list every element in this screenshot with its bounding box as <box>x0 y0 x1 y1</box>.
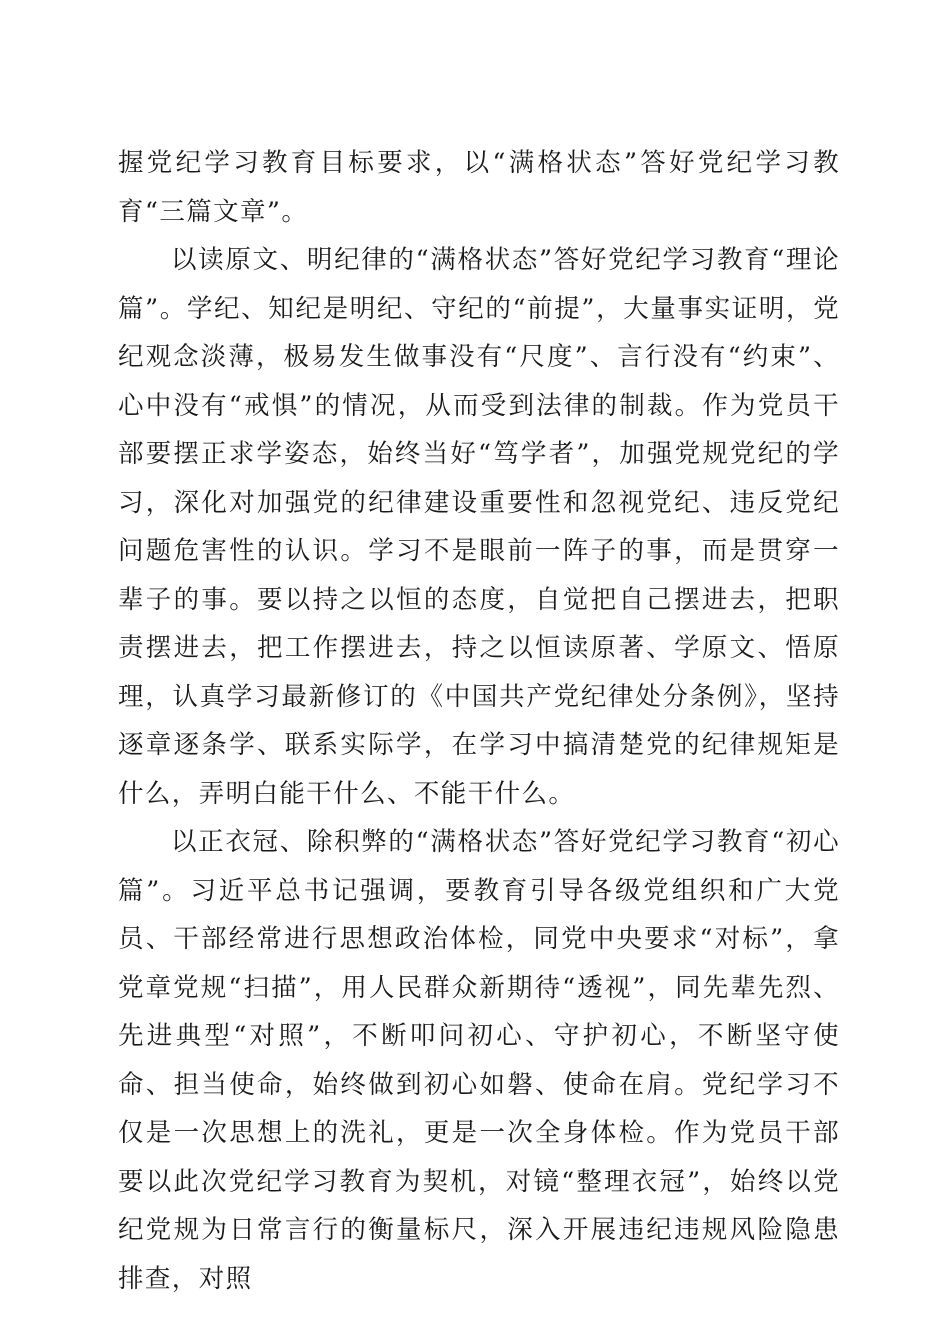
paragraph-continuation: 握党纪学习教育目标要求，以“满格状态”答好党纪学习教育“三篇文章”。 <box>118 148 840 227</box>
paragraph-original-aspiration-section: 以正衣冠、除积弊的“满格状态”答好党纪学习教育“初心篇”。习近平总书记强调，要教育引导各级党组织和广大党员、干部经常进行思想政治体检，同党中央要求“对标”，拿党章党规“扫描”，用人民群众新期待“透视”，同先辈先烈、先进典型“对照”，不断叩问初心、守护初心，不断坚守使命、担当使命，始终做到初心如磐、使命在肩。党纪学习不仅是一次思想上的洗礼，更是一次全身体检。作为党员干部要以此次党纪学习教育为契机，对镜“整理衣冠”，始终以党纪党规为日常言行的衡量标尺，深入开展违纪违规风险隐患排查，对照 <box>118 827 840 1294</box>
paragraph-theory-section: 以读原文、明纪律的“满格状态”答好党纪学习教育“理论篇”。学纪、知纪是明纪、守纪的“前提”，大量事实证明，党纪观念淡薄，极易发生做事没有“尺度”、言行没有“约束”、心中没有“戒惧”的情况，从而受到法律的制裁。作为党员干部要摆正求学姿态，始终当好“笃学者”，加强党规党纪的学习，深化对加强党的纪律建设重要性和忽视党纪、违反党纪问题危害性的认识。学习不是眼前一阵子的事，而是贯穿一辈子的事。要以持之以恒的态度，自觉把自己摆进去，把职责摆进去，把工作摆进去，持之以恒读原著、学原文、悟原理，认真学习最新修订的《中国共产党纪律处分条例》，坚持逐章逐条学、联系实际学，在学习中搞清楚党的纪律规矩是什么，弄明白能干什么、不能干什么。 <box>118 245 840 809</box>
document-body <box>118 139 840 1303</box>
